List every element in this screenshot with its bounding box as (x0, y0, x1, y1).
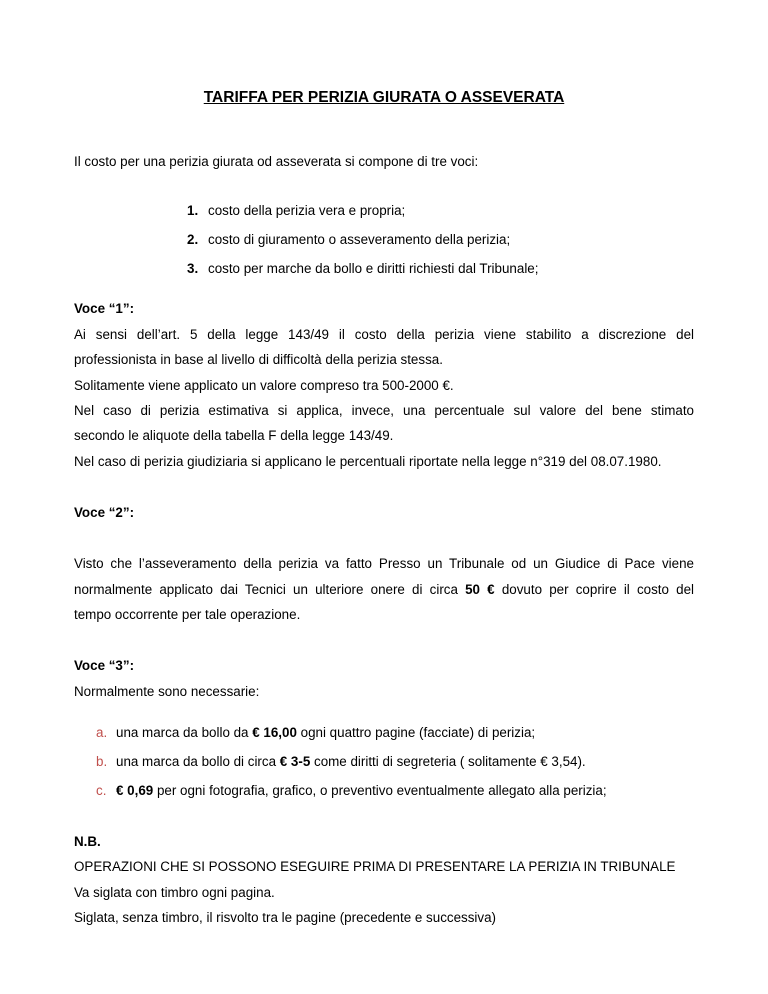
voce3-heading: Voce “3”: (74, 658, 135, 673)
list-number: 1. (187, 203, 199, 218)
list-text: costo per marche da bollo e diritti richiesti dal Tribunale; (208, 261, 539, 276)
list-item: b. una marca da bollo di circa € 3-5 come diritti di segreteria ( solitamente € 3,54). (96, 754, 586, 769)
voce1-line: Solitamente viene applicato un valore compreso tra 500-2000 €. (74, 378, 454, 393)
nb-line: Siglata, senza timbro, il risvolto tra le pagine (precedente e successiva) (74, 910, 497, 925)
list-item: c. € 0,69 per ogni fotografia, grafico, o preventivo eventualmente allegato alla perizia; (96, 783, 607, 798)
voce2-line: Visto che l’asseveramento della perizia va fatto Presso un Tribunale od un Giudice di Pace viene (74, 556, 694, 571)
voce1-line: Nel caso di perizia giudiziaria si applicano le percentuali riportate nella legge n°319 del 08.07.1980. (74, 454, 662, 469)
nb-line: OPERAZIONI CHE SI POSSONO ESEGUIRE PRIMA DI PRESENTARE LA PERIZIA IN TRIBUNALE (74, 859, 676, 874)
voce1-line: Ai sensi dell’art. 5 della legge 143/49 il costo della perizia viene stabilito a discrezione del (74, 327, 694, 342)
list-number: 3. (187, 261, 199, 276)
list-letter: c. (96, 783, 107, 798)
nb-line: Va siglata con timbro ogni pagina. (74, 885, 275, 900)
list-text: costo della perizia vera e propria; (208, 203, 406, 218)
list-text: costo di giuramento o asseveramento della perizia; (208, 232, 511, 247)
nb-heading: N.B. (74, 834, 101, 849)
list-item: a. una marca da bollo da € 16,00 ogni quattro pagine (facciate) di perizia; (96, 725, 536, 740)
list-item (187, 261, 538, 276)
list-item (187, 232, 510, 247)
intro-text: Il costo per una perizia giurata od asseverata si compone di tre voci: (74, 154, 479, 169)
voce2-line: normalmente applicato dai Tecnici un ulteriore onere di circa 50 € dovuto per coprire il costo del (74, 582, 695, 597)
voce2-heading: Voce “2”: (74, 505, 135, 520)
voce2-line: tempo occorrente per tale operazione. (74, 607, 301, 622)
voce3-intro: Normalmente sono necessarie: (74, 684, 260, 699)
voce1-line: secondo le aliquote della tabella F della legge 143/49. (74, 428, 394, 443)
list-number: 2. (187, 232, 199, 247)
voce1-line: Nel caso di perizia estimativa si applica, invece, una percentuale sul valore del bene stimato (74, 403, 694, 418)
list-letter: b. (96, 754, 108, 769)
page-title: TARIFFA PER PERIZIA GIURATA O ASSEVERATA (203, 89, 565, 106)
list-letter: a. (96, 725, 108, 740)
voce1-heading: Voce “1”: (74, 301, 135, 316)
voce1-line: professionista in base al livello di difficoltà della perizia stessa. (74, 352, 443, 367)
list-item (187, 203, 405, 218)
